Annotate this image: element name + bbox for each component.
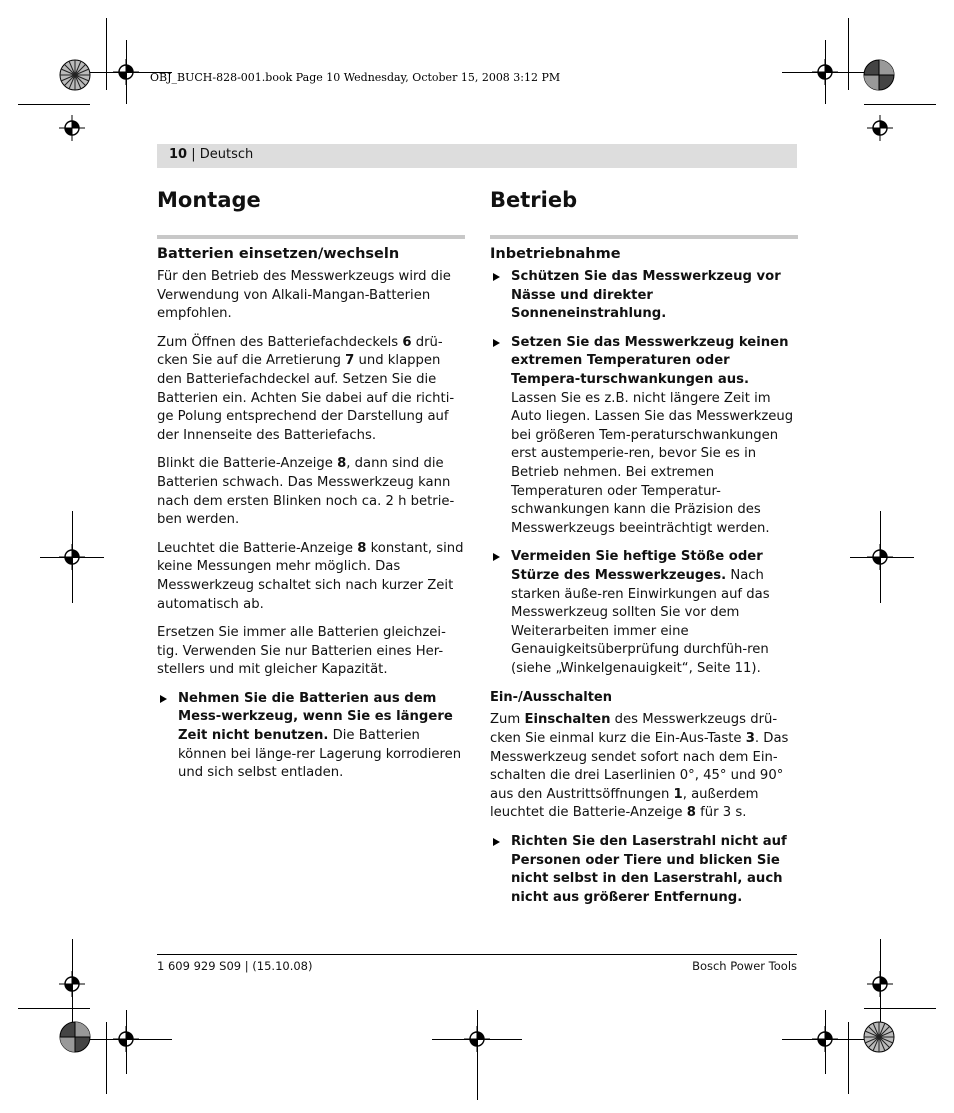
registration-mark-icon	[867, 115, 893, 141]
registration-mark-icon	[59, 115, 85, 141]
footer-brand: Bosch Power Tools	[692, 959, 797, 973]
bullet-item: Richten Sie den Laserstrahl nicht auf Personen oder Tiere und blicken Sie nicht selbst in den Laserstrahl, auch nicht aus größerer Entfernung.	[490, 833, 798, 907]
header-separator: |	[187, 147, 200, 162]
footer-document-number: 1 609 929 S09 | (15.10.08)	[157, 959, 313, 973]
paragraph: Für den Betrieb des Messwerkzeugs wird die Verwendung von Alkali-Mangan-Batterien empfohlen.	[157, 269, 451, 322]
page-number: 10	[169, 147, 188, 162]
left-column	[157, 185, 465, 793]
section-title-montage: Montage	[157, 188, 261, 212]
sunburst-mark-icon	[59, 59, 91, 91]
paragraph: Blinkt die Batterie-Anzeige 8, dann sind die Batterien schwach. Das Messwerkzeug kann nach dem ersten Blinken noch ca. 2 h betrie-ben werden.	[157, 456, 455, 528]
footer-rule	[157, 954, 797, 955]
paragraph: Zum Öffnen des Batteriefachdeckels 6 drü-cken Sie auf die Arretierung 7 und klappen den Batteriefachdeckel auf. Setzen Sie die Batterien ein. Achten Sie dabei auf die richti-ge Polung entsprechend der Darstellung auf der Innenseite des Batteriefachs.	[157, 334, 455, 443]
subsection-batteries: Batterien einsetzen/wechseln	[157, 246, 400, 262]
paragraph: Zum Einschalten des Messwerkzeugs drü-cken Sie einmal kurz die Ein-Aus-Taste 3. Das Messwerkzeug sendet sofort nach dem Ein-schalten die drei Laserlinien 0°, 45° und 90° aus den Austrittsöffnungen 1, außerdem leuchtet die Batterie-Anzeige 8 für 3 s.	[490, 712, 789, 821]
page-header	[157, 144, 797, 168]
subsection-ein-ausschalten: Ein-/Ausschalten	[490, 690, 613, 706]
triangle-bullet-icon	[160, 695, 167, 703]
bullet-item: Schützen Sie das Messwerkzeug vor Nässe und direkter Sonneneinstrahlung.	[490, 268, 798, 324]
triangle-bullet-icon	[493, 339, 500, 347]
triangle-bullet-icon	[493, 553, 500, 561]
triangle-bullet-icon	[493, 838, 500, 846]
bullet-item: Setzen Sie das Messwerkzeug keinen extremen Temperaturen oder Tempera-turschwankungen aus. Lassen Sie es z.B. nicht längere Zeit im Auto liegen. Lassen Sie das Messwerkzeug bei größeren Tem-peraturschwankungen erst austemperie-ren, bevor Sie es in Betrieb nehmen. Bei extremen Temperaturen oder Temperatur-schwankungen kann die Präzision des Messwerkzeugs beeinträchtigt werden.	[490, 334, 798, 539]
print-slug: OBJ_BUCH-828-001.book Page 10 Wednesday, October 15, 2008 3:12 PM	[150, 71, 561, 84]
section-title-betrieb: Betrieb	[490, 188, 578, 212]
paragraph: Leuchtet die Batterie-Anzeige 8 konstant, sind keine Messungen mehr möglich. Das Messwerkzeug schaltet sich nach kurzer Zeit automatisch ab.	[157, 540, 464, 612]
paragraph: Ersetzen Sie immer alle Batterien gleichzei-tig. Verwenden Sie nur Batterien eines Her-stellers und mit gleicher Kapazität.	[157, 625, 446, 678]
sunburst-mark-icon	[863, 59, 895, 91]
subsection-inbetriebnahme: Inbetriebnahme	[490, 246, 621, 262]
bullet-item: Vermeiden Sie heftige Stöße oder Stürze des Messwerkzeuges. Nach starken äuße-ren Einwirkungen auf das Messwerkzeug sollten Sie vor dem Weiterarbeiten immer eine Genauigkeitsüberprüfung durchfüh-ren (siehe „Winkelgenauigkeit“, Seite 11).	[490, 548, 798, 678]
triangle-bullet-icon	[493, 273, 500, 281]
sunburst-mark-icon	[863, 1021, 895, 1053]
sunburst-mark-icon	[59, 1021, 91, 1053]
right-column	[490, 185, 798, 917]
header-language: Deutsch	[199, 147, 254, 162]
bullet-item: Nehmen Sie die Batterien aus dem Mess-werkzeug, wenn Sie es längere Zeit nicht benutzen. Die Batterien können bei länge-rer Lagerung korrodieren und sich selbst entladen.	[157, 690, 465, 783]
